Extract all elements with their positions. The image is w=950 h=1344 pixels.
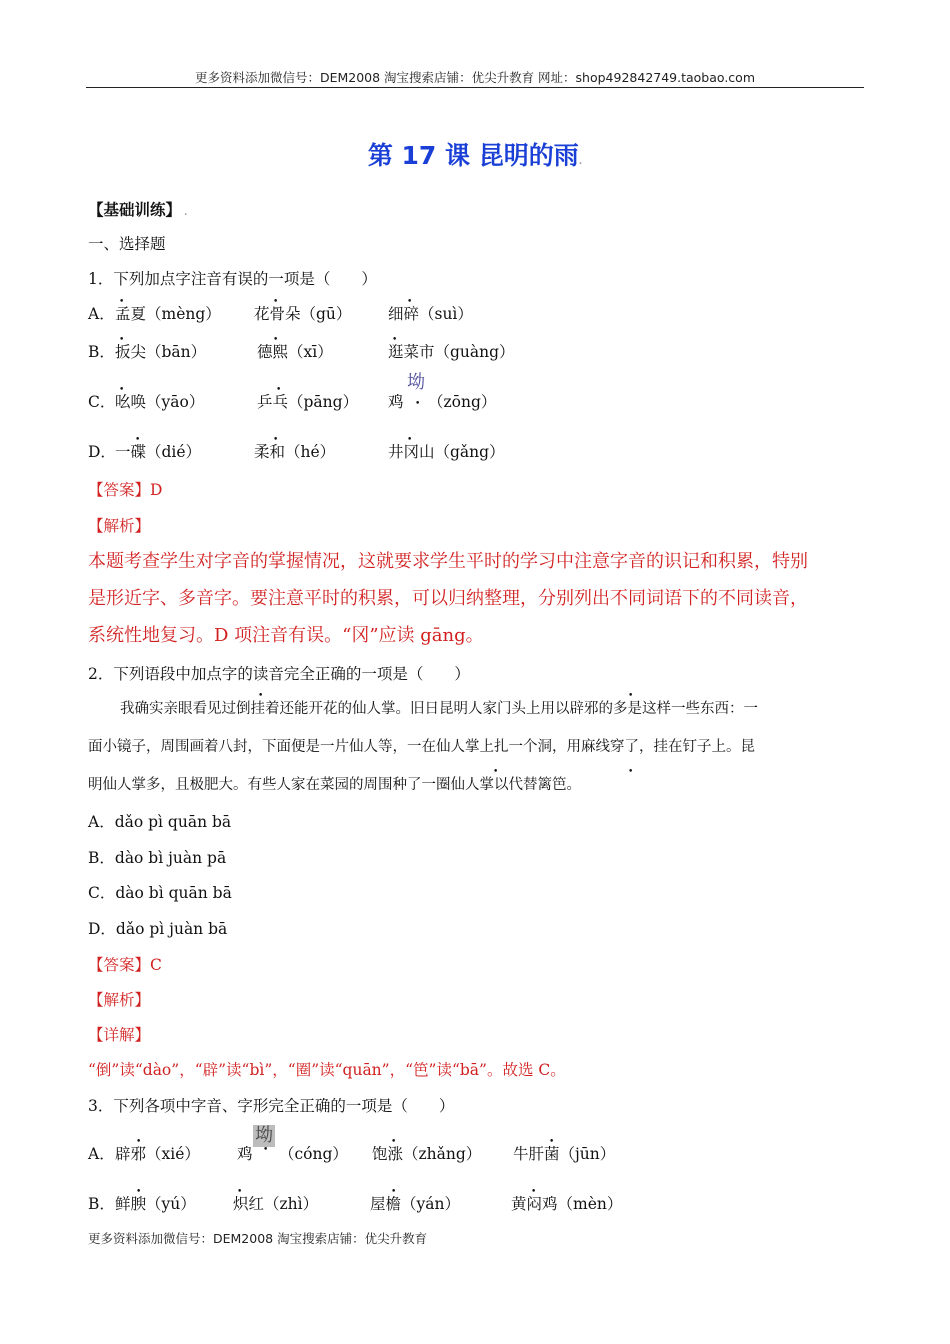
- part-heading: 一、选择题: [88, 235, 166, 253]
- q2-passage-line-3: 明仙人掌多，且极肥大。有些人家在菜园的周围种了一圈仙人掌以代替篱笆。: [88, 777, 581, 793]
- q1-option-c-item3-prefix: 鸡: [388, 393, 404, 411]
- title-text: 第 17 课 昆明的雨: [367, 141, 579, 170]
- q2-analysis-label: 【解析】: [88, 991, 151, 1009]
- q3-option-a-item3: 饱涨（zhǎng）: [372, 1145, 482, 1163]
- emphasis-dot: •: [628, 691, 634, 701]
- emphasis-dot: •: [276, 385, 282, 395]
- q2-passage-line-2: 面小镜子，周围画着八封，下面便是一片仙人等，一在仙人掌上扎一个洞，用麻线穿了，挂在钉子上。昆: [88, 739, 755, 755]
- q1-option-c-label: C．: [88, 393, 116, 411]
- emphasis-dot: •: [258, 691, 264, 701]
- emphasis-dot: •: [392, 335, 398, 345]
- q3-option-b-item4: 黄闷鸡（mèn）: [511, 1195, 623, 1213]
- q1-option-d-item2: 柔和（hé）: [254, 443, 336, 461]
- emphasis-dot: •: [135, 435, 141, 445]
- q1-stem: 1．下列加点字注音有误的一项是（ ）: [88, 270, 377, 288]
- q1-option-c-item1: 吆唤（yāo）: [115, 393, 205, 411]
- emphasis-dot: •: [136, 1137, 142, 1147]
- q1-option-a-item3: 细碎（suì）: [388, 305, 473, 323]
- q2-detail-text: “倒”读“dào”，“辟”读“bì”，“圈”读“quān”，“笆”读“bā”。故选 C。: [88, 1061, 566, 1079]
- q2-detail-label: 【详解】: [88, 1026, 151, 1044]
- q1-analysis-line-1: 本题考查学生对字音的掌握情况，这就要求学生平时的学习中注意字音的识记和积累，特别: [88, 551, 808, 572]
- q1-option-b-item2: 德熙（xī）: [257, 343, 333, 361]
- emphasis-dot: •: [273, 335, 279, 345]
- q1-option-a-label: A．: [88, 305, 115, 323]
- section-heading: 【基础训练】 .: [88, 200, 188, 219]
- q3-stem: 3．下列各项中字音、字形完全正确的一项是（ ）: [88, 1097, 455, 1115]
- q3-option-a-item1: 辟邪（xié）: [115, 1145, 200, 1163]
- emphasis-dot: •: [415, 399, 421, 409]
- emphasis-dot: •: [391, 1137, 397, 1147]
- q1-option-b-item1: 扳尖（bān）: [115, 343, 207, 361]
- q1-option-c-item2: 乒乓（pāng）: [257, 393, 359, 411]
- q3-option-b-label: B．: [88, 1195, 115, 1213]
- emphasis-dot: •: [549, 1137, 555, 1147]
- q3-option-a-label: A．: [88, 1145, 115, 1163]
- q2-answer: 【答案】C: [88, 956, 162, 974]
- emphasis-dot: •: [119, 335, 125, 345]
- q1-option-d-label: D．: [88, 443, 116, 461]
- q1-option-b-label: B．: [88, 343, 115, 361]
- q3-option-b-item3: 屋檐（yán）: [370, 1195, 460, 1213]
- q3-option-b-item2: 炽红（zhì）: [233, 1195, 319, 1213]
- emphasis-dot: •: [136, 1187, 142, 1197]
- q2-option-d: D．dǎo pì juàn bā: [88, 920, 228, 938]
- q1-analysis-label: 【解析】: [88, 517, 151, 535]
- q1-option-c-item3-pinyin: （zōng）: [428, 393, 497, 411]
- q3-option-b-item1: 鲜腴（yú）: [115, 1195, 196, 1213]
- emphasis-dot: •: [531, 1187, 537, 1197]
- q1-answer: 【答案】D: [88, 481, 163, 499]
- page-title: 第 17 课 昆明的雨.: [367, 141, 583, 170]
- q1-analysis-line-3: 系统性地复习。D 项注音有误。“冈”应读 gāng。: [88, 625, 484, 646]
- q1-option-a-item1: 孟夏（mèng）: [115, 305, 221, 323]
- page-header: 更多资料添加微信号：DEM2008 淘宝搜索店铺：优尖升教育 网址：shop492842749.taobao.com: [194, 70, 756, 85]
- q1-option-d-item3: 井冈山（gǎng）: [388, 443, 505, 461]
- emphasis-dot: •: [119, 385, 125, 395]
- q1-option-d-item1: 一碟（dié）: [115, 443, 202, 461]
- inline-character-image: 坳: [255, 1125, 273, 1146]
- emphasis-dot: •: [263, 1145, 269, 1155]
- emphasis-dot: •: [493, 767, 499, 777]
- q2-option-b: B．dào bì juàn pā: [88, 849, 227, 867]
- q1-option-a-item2: 花骨朵（gū）: [254, 305, 352, 323]
- emphasis-dot: •: [407, 435, 413, 445]
- header-divider: [86, 87, 864, 88]
- section-text: 【基础训练】: [88, 200, 182, 219]
- q3-option-a-item2-pinyin: （cóng）: [279, 1145, 348, 1163]
- q1-option-b-item3: 逛菜市（guàng）: [388, 343, 515, 361]
- page-footer: 更多资料添加微信号：DEM2008 淘宝搜索店铺：优尖升教育: [88, 1231, 428, 1246]
- q2-option-c: C．dào bì quān bā: [88, 884, 232, 902]
- q2-option-a: A．dǎo pì quān bā: [88, 813, 232, 831]
- q1-analysis-line-2: 是形近字、多音字。要注意平时的积累，可以归纳整理，分别列出不同词语下的不同读音，: [88, 588, 808, 609]
- emphasis-dot: •: [628, 767, 634, 777]
- emphasis-dot: •: [119, 297, 125, 307]
- q3-option-a-item4: 牛肝菌（jūn）: [513, 1145, 616, 1163]
- emphasis-dot: •: [407, 297, 413, 307]
- emphasis-dot: •: [391, 1187, 397, 1197]
- q3-option-a-item2-prefix: 鸡: [237, 1145, 253, 1163]
- q2-stem: 2．下列语段中加点字的读音完全正确的一项是（ ）: [88, 665, 470, 683]
- emphasis-dot: •: [273, 435, 279, 445]
- q2-passage-line-1: 我确实亲眼看见过倒挂着还能开花的仙人掌。旧日昆明人家门头上用以辟邪的多是这样一些东西：一: [120, 701, 758, 717]
- emphasis-dot: •: [237, 1187, 243, 1197]
- emphasis-dot: •: [273, 297, 279, 307]
- inline-character-image: 坳: [407, 372, 425, 393]
